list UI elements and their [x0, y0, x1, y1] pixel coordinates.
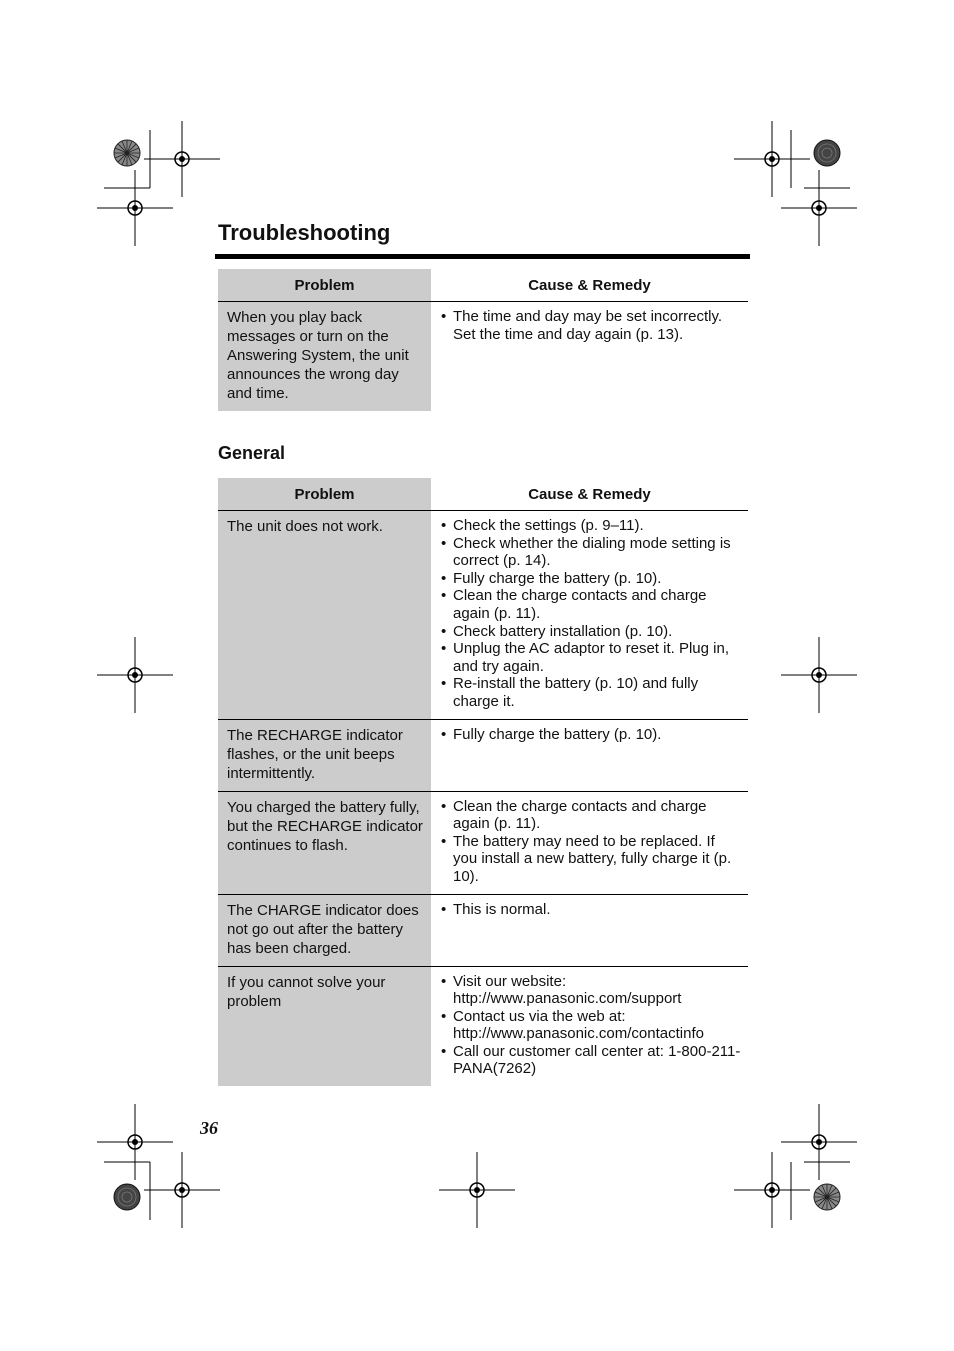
title-rule — [215, 254, 750, 259]
bullet-icon: • — [441, 517, 447, 534]
troubleshooting-table-general — [218, 478, 748, 1086]
remedy-text: The time and day may be set incorrectly. Set the time and day again (p. 13). — [453, 308, 723, 343]
table-header-row — [218, 269, 748, 302]
remedy-text: Fully charge the battery (p. 10). — [453, 569, 662, 587]
problem-cell: The unit does not work. — [218, 511, 431, 720]
page-title: Troubleshooting — [218, 220, 391, 245]
bullet-icon: • — [441, 587, 447, 605]
troubleshooting-table-time — [218, 269, 748, 411]
remedy-list — [441, 901, 742, 919]
remedy-text: Call our customer call center at: 1-800-211-PANA(7262) — [453, 1042, 741, 1078]
remedy-item — [441, 1008, 742, 1043]
remedy-list — [441, 726, 742, 744]
bullet-icon: • — [441, 725, 447, 743]
bullet-icon: • — [441, 308, 447, 325]
header-problem: Problem — [218, 478, 431, 511]
remedy-item — [441, 587, 742, 622]
remedy-text: Clean the charge contacts and charge again (p. 11). — [453, 587, 707, 622]
remedy-item — [441, 901, 742, 919]
remedy-text: Check battery installation (p. 10). — [453, 622, 673, 640]
remedy-list — [441, 798, 742, 886]
problem-cell: The CHARGE indicator does not go out after the battery has been charged. — [218, 894, 431, 966]
remedy-cell — [431, 791, 748, 894]
remedy-item — [441, 640, 742, 675]
bullet-icon: • — [441, 900, 447, 918]
remedy-cell — [431, 511, 748, 720]
remedy-item — [441, 798, 742, 833]
remedy-cell — [431, 719, 748, 791]
bullet-icon: • — [441, 1007, 447, 1025]
problem-cell: The RECHARGE indicator flashes, or the unit beeps intermittently. — [218, 719, 431, 791]
remedy-list — [441, 308, 742, 343]
remedy-item — [441, 833, 742, 886]
table-row — [218, 511, 748, 720]
remedy-item — [441, 726, 742, 744]
remedy-cell — [431, 894, 748, 966]
remedy-list — [441, 973, 742, 1079]
remedy-text: Visit our website: http://www.panasonic.com/support — [453, 972, 682, 1008]
bullet-icon: • — [441, 1042, 447, 1060]
bullet-icon: • — [441, 675, 447, 693]
bullet-icon: • — [441, 569, 447, 587]
bullet-icon: • — [441, 832, 447, 850]
bullet-icon: • — [441, 622, 447, 640]
bullet-icon: • — [441, 534, 447, 552]
table-header-row — [218, 478, 748, 511]
remedy-text: Contact us via the web at: http://www.panasonic.com/contactinfo — [453, 1007, 704, 1043]
remedy-text: The battery may need to be replaced. If you install a new battery, fully charge it (p. 10). — [453, 832, 732, 885]
remedy-item — [441, 517, 742, 535]
remedy-list — [441, 517, 742, 711]
remedy-item — [441, 1043, 742, 1078]
bullet-icon: • — [441, 797, 447, 815]
remedy-item — [441, 535, 742, 570]
bullet-icon: • — [441, 972, 447, 990]
table-row — [218, 719, 748, 791]
bullet-icon: • — [441, 640, 447, 658]
remedy-text: Check the settings (p. 9–11). — [453, 517, 644, 534]
table-row — [218, 791, 748, 894]
table-row — [218, 302, 748, 412]
remedy-item — [441, 308, 742, 343]
problem-cell: You charged the battery fully, but the RECHARGE indicator continues to flash. — [218, 791, 431, 894]
remedy-item — [441, 973, 742, 1008]
remedy-item — [441, 570, 742, 588]
remedy-cell — [431, 302, 748, 412]
header-problem: Problem — [218, 269, 431, 302]
remedy-text: This is normal. — [453, 900, 551, 918]
remedy-text: Re-install the battery (p. 10) and fully charge it. — [453, 675, 699, 710]
section-heading-general: General — [218, 443, 286, 463]
page-number: 36 — [200, 1118, 218, 1138]
remedy-cell — [431, 966, 748, 1086]
problem-cell: When you play back messages or turn on the Answering System, the unit announces the wrong day and time. — [218, 302, 431, 412]
problem-cell: If you cannot solve your problem — [218, 966, 431, 1086]
header-cause-remedy: Cause & Remedy — [528, 276, 651, 294]
remedy-item — [441, 623, 742, 641]
remedy-text: Unplug the AC adaptor to reset it. Plug in, and try again. — [453, 640, 729, 675]
remedy-text: Clean the charge contacts and charge again (p. 11). — [453, 797, 707, 833]
remedy-text: Check whether the dialing mode setting is correct (p. 14). — [453, 534, 731, 570]
table-row — [218, 966, 748, 1086]
header-cause-remedy: Cause & Remedy — [528, 485, 651, 503]
table-row — [218, 894, 748, 966]
remedy-text: Fully charge the battery (p. 10). — [453, 725, 662, 743]
remedy-item — [441, 675, 742, 710]
